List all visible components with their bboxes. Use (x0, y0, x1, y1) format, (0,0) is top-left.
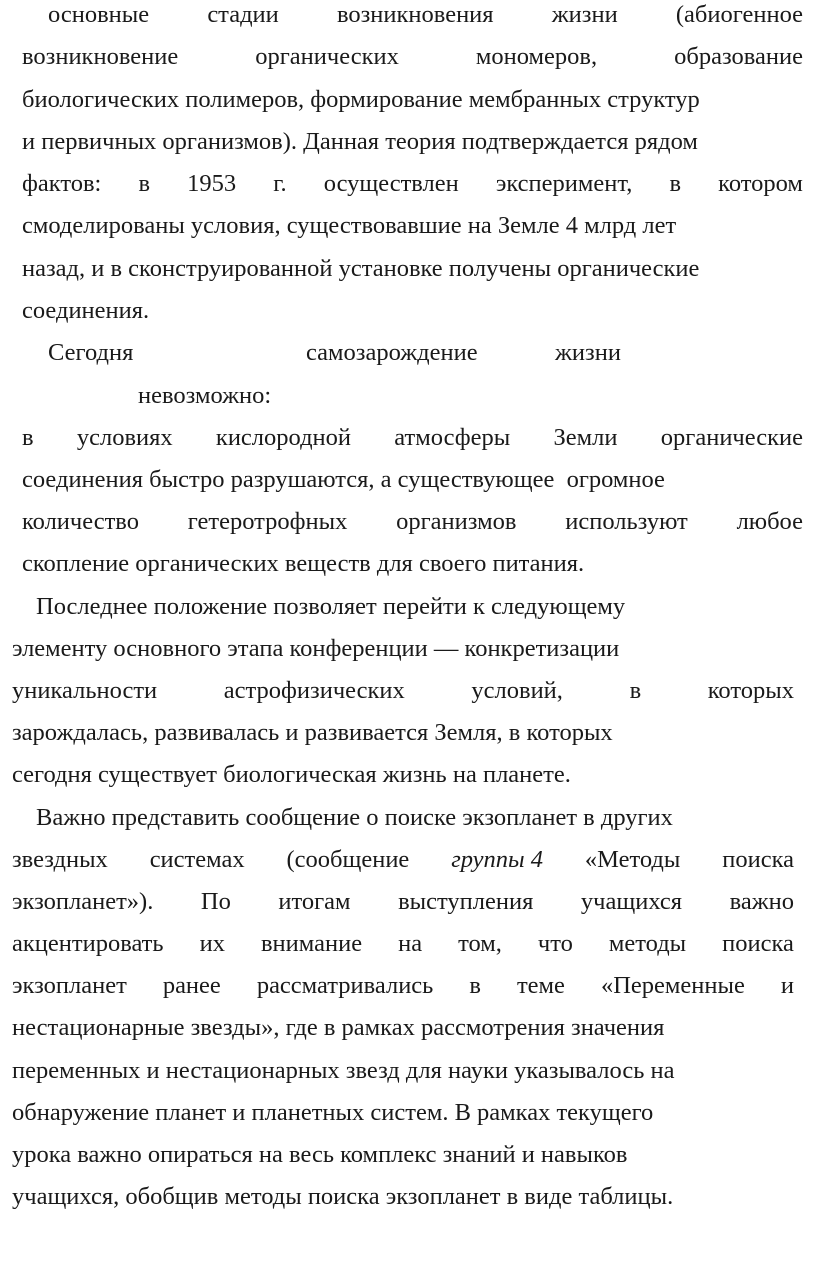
p1-line-3: биологических полимеров, формирование мембранных структур (22, 86, 700, 113)
word: теме (516, 972, 565, 999)
word: итогам (278, 888, 351, 915)
word: поиска (722, 846, 794, 873)
p2-line-6: скопление органических веществ для своего питания. (22, 550, 585, 577)
word: (абиогенное (675, 1, 803, 28)
word: что (537, 930, 573, 957)
p1-line-6: смоделированы условия, существовавшие на Земле 4 млрд лет (22, 212, 677, 239)
word: стадии (207, 1, 279, 28)
p1-line-8: соединения. (22, 297, 150, 324)
word: (сообщение (286, 846, 410, 873)
word: в (469, 972, 481, 999)
word: условиях (76, 424, 173, 451)
word: жизни (551, 1, 618, 28)
word: поиска (722, 930, 794, 957)
word: фактов: (22, 170, 102, 197)
word: используют (565, 508, 688, 535)
p1-line-4: и первичных организмов). Данная теория подтверждается рядом (22, 128, 698, 155)
word: учащихся (580, 888, 683, 915)
word: акцентировать (12, 930, 164, 957)
word: осуществлен (323, 170, 459, 197)
word: возникновения (336, 1, 494, 28)
word: методы (608, 930, 687, 957)
p2-line-5 (22, 507, 803, 537)
word: основные (48, 1, 150, 28)
word: г. (273, 170, 287, 197)
word: организмов (396, 508, 517, 535)
p4-line-9: урока важно опираться на весь комплекс знаний и навыков (12, 1141, 628, 1168)
word: их (199, 930, 225, 957)
word: в (669, 170, 682, 197)
word: количество (22, 508, 139, 535)
p3-line-1: Последнее положение позволяет перейти к следующему (36, 593, 626, 620)
word: котором (718, 170, 803, 197)
p4-line-5 (12, 971, 794, 1001)
p3-line-4: зарождалась, развивалась и развивается Земля, в которых (12, 719, 613, 746)
p4-line-3 (12, 887, 794, 917)
word: внимание (260, 930, 363, 957)
word: Земли (553, 424, 618, 451)
p4-line-7: переменных и нестационарных звезд для науки указывалось на (12, 1057, 675, 1084)
p4-line-4 (12, 929, 794, 959)
word: звездных (12, 846, 108, 873)
word: условий, (471, 677, 563, 704)
word: гетеротрофных (187, 508, 348, 535)
p1-line-7: назад, и в сконструированной установке получены органические (22, 255, 700, 282)
word: рассматривались (256, 972, 434, 999)
word: на (398, 930, 423, 957)
p2-line-2: невозможно: (138, 382, 272, 409)
p3-line-3 (12, 676, 794, 706)
word: любое (736, 508, 803, 535)
p1-line-1 (48, 0, 803, 30)
word: астрофизических (223, 677, 405, 704)
word: мономеров, (475, 43, 598, 70)
p4-line-8: обнаружение планет и планетных систем. В рамках текущего (12, 1099, 654, 1126)
word: «Методы (584, 846, 681, 873)
word: атмосферы (394, 424, 511, 451)
word: эксперимент, (495, 170, 633, 197)
word: в (629, 677, 642, 704)
word: органических (255, 43, 399, 70)
word: ранее (162, 972, 221, 999)
word: возникновение (22, 43, 179, 70)
word: экзопланет»). (12, 888, 154, 915)
p4-line-2 (12, 845, 794, 875)
word: По (200, 888, 231, 915)
p2-line-4: соединения быстро разрушаются, а существующее огромное (22, 466, 665, 493)
word: уникальности (12, 677, 158, 704)
word: Сегодня (48, 339, 134, 366)
p3-line-5: сегодня существует биологическая жизнь на планете. (12, 761, 571, 788)
p3-line-2: элементу основного этапа конференции — конкретизации (12, 635, 620, 662)
word: 1953 (187, 170, 237, 197)
word: «Переменные (600, 972, 745, 999)
word: органические (660, 424, 803, 451)
word: кислородной (215, 424, 352, 451)
word: выступления (398, 888, 534, 915)
word: важно (729, 888, 794, 915)
word: самозарождение (306, 339, 478, 366)
p1-line-5 (22, 169, 803, 199)
word: которых (707, 677, 794, 704)
word: том, (458, 930, 502, 957)
word: в (138, 170, 151, 197)
word: системах (149, 846, 245, 873)
p1-line-2 (22, 42, 803, 72)
p4-line-1: Важно представить сообщение о поиске экзопланет в других (36, 804, 673, 831)
p2-line-3 (22, 423, 803, 453)
italic-group-reference: группы 4 (451, 846, 544, 873)
p4-line-6: нестационарные звезды», где в рамках рассмотрения значения (12, 1014, 665, 1041)
word: экзопланет (12, 972, 127, 999)
word: жизни (555, 339, 621, 366)
word: и (780, 972, 794, 999)
word: образование (674, 43, 803, 70)
p4-line-10: учащихся, обобщив методы поиска экзопланет в виде таблицы. (12, 1183, 674, 1210)
word: в (22, 424, 34, 451)
